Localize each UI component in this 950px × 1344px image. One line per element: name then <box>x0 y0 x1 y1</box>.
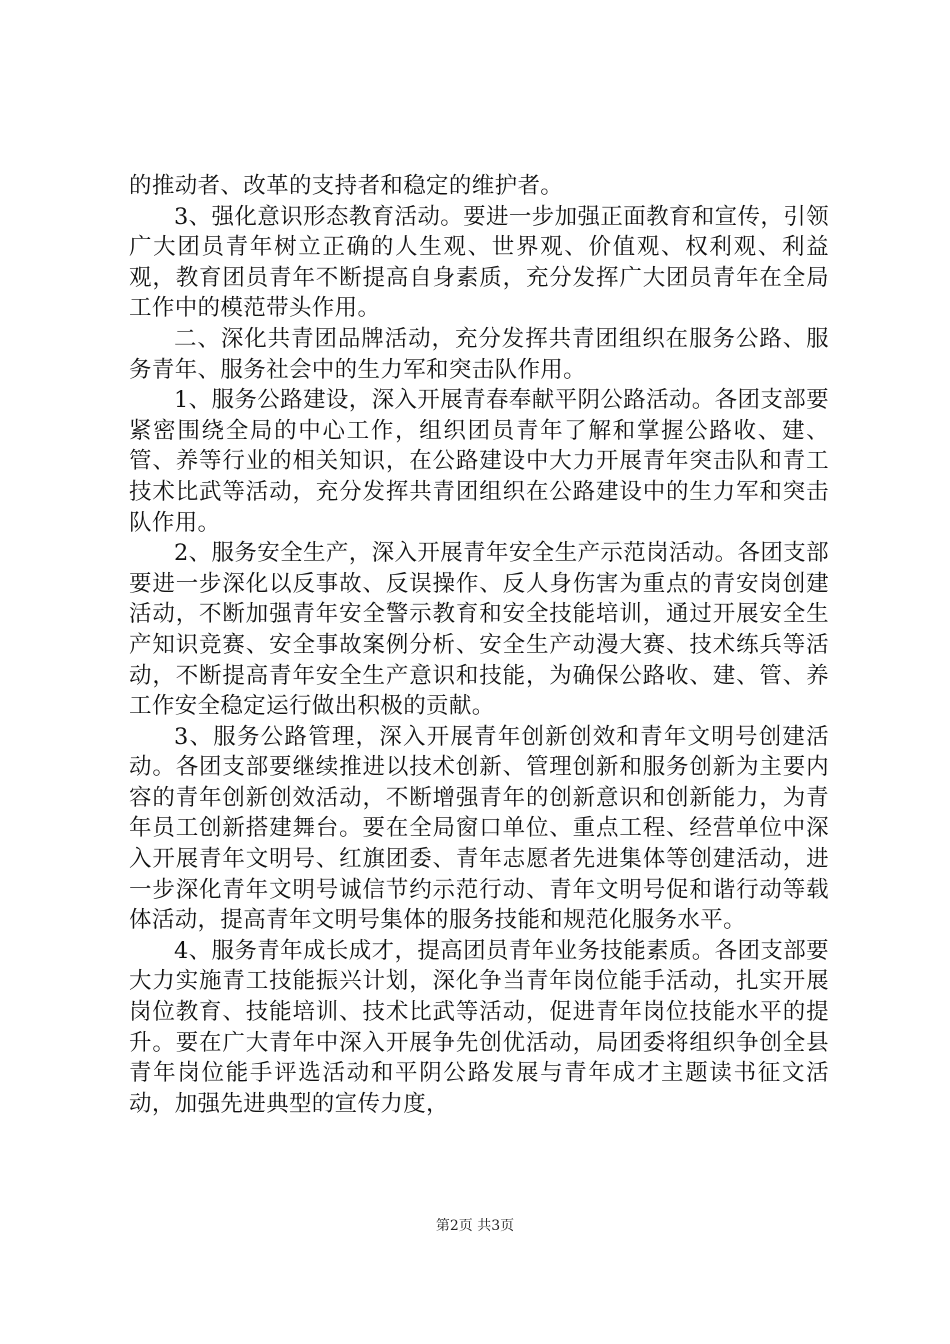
paragraph-ideology-education: 3、强化意识形态教育活动。要进一步加强正面教育和宣传，引领广大团员青年树立正确的人生观、世界观、价值观、权利观、利益观，教育团员青年不断提高自身素质，充分发挥广大团员青年在全局工作中的模范带头作用。 <box>129 203 829 322</box>
paragraph-safety-production: 2、服务安全生产，深入开展青年安全生产示范岗活动。各团支部要进一步深化以反事故、反误操作、反人身伤害为重点的青安岗创建活动，不断加强青年安全警示教育和安全技能培训，通过开展安全生产知识竞赛、安全事故案例分析、安全生产动漫大赛、技术练兵等活动，不断提高青年安全生产意识和技能，为确保公路收、建、管、养工作安全稳定运行做出积极的贡献。 <box>129 540 829 720</box>
paragraph-road-construction: 1、服务公路建设，深入开展青春奉献平阴公路活动。各团支部要紧密围绕全局的中心工作，组织团员青年了解和掌握公路收、建、管、养等行业的相关知识，在公路建设中大力开展青年突击队和青工技术比武等活动，充分发挥共青团组织在公路建设中的生力军和突击队作用。 <box>129 387 829 536</box>
section-heading-brand-activities: 二、深化共青团品牌活动，充分发挥共青团组织在服务公路、服务青年、服务社会中的生力军和突击队作用。 <box>129 325 829 383</box>
paragraph-youth-growth: 4、服务青年成长成才，提高团员青年业务技能素质。各团支部要大力实施青工技能振兴计划，深化争当青年岗位能手活动，扎实开展岗位教育、技能培训、技术比武等活动，促进青年岗位技能水平的提升。要在广大青年中深入开展争先创优活动，局团委将组织争创全县青年岗位能手评选活动和平阴公路发展与青年成才主题读书征文活动，加强先进典型的宣传力度， <box>129 937 829 1117</box>
document-body <box>129 171 829 1119</box>
page-number-footer: 第2页 共3页 <box>435 1218 515 1234</box>
paragraph-continuation: 的推动者、改革的支持者和稳定的维护者。 <box>129 173 564 199</box>
paragraph-road-management: 3、服务公路管理，深入开展青年创新创效和青年文明号创建活动。各团支部要继续推进以技术创新、管理创新和服务创新为主要内容的青年创新创效活动，不断增强青年的创新意识和创新能力，为青年员工创新搭建舞台。要在全局窗口单位、重点工程、经营单位中深入开展青年文明号、红旗团委、青年志愿者先进集体等创建活动，进一步深化青年文明号诚信节约示范行动、青年文明号促和谐行动等载体活动，提高青年文明号集体的服务技能和规范化服务水平。 <box>129 723 829 934</box>
